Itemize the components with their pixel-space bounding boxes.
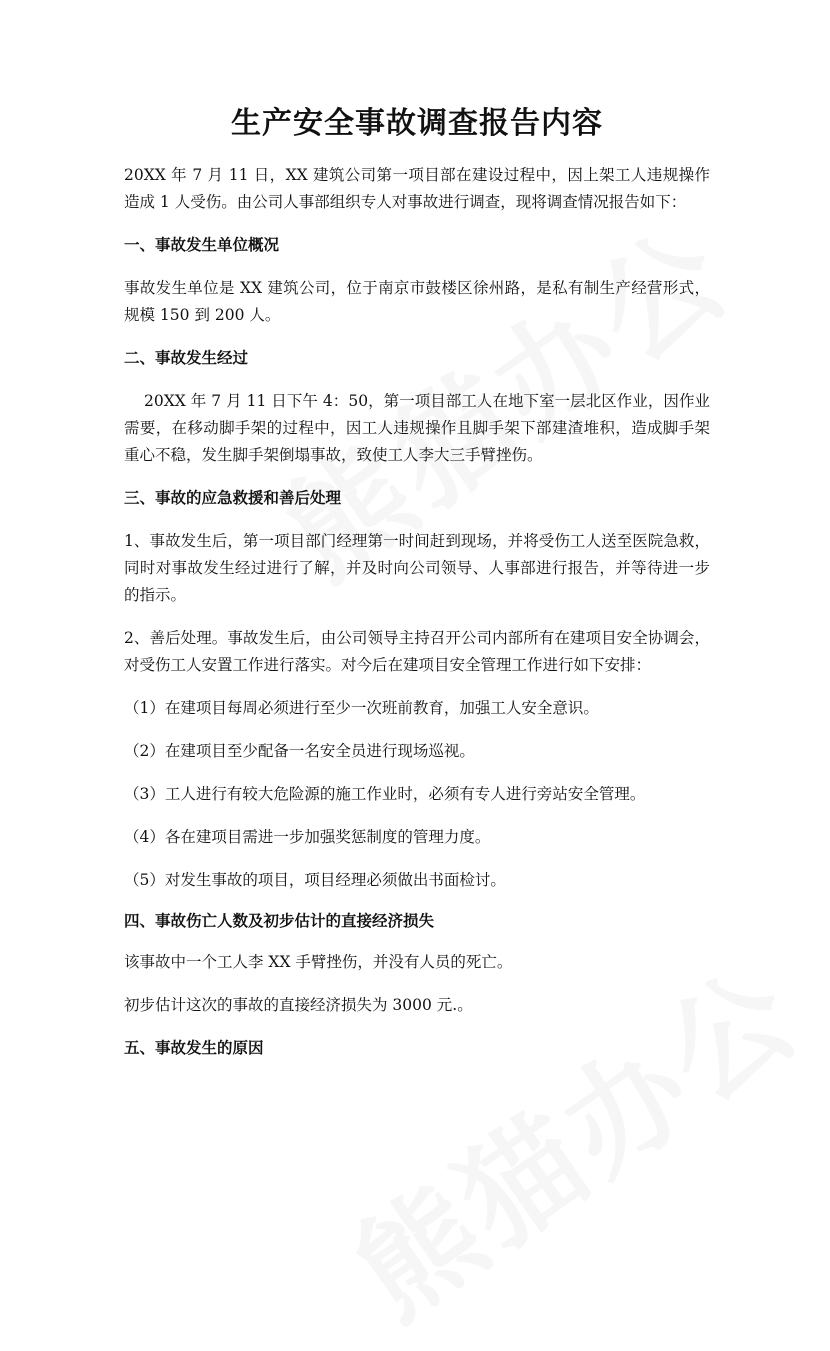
arrangement-item-2: （2）在建项目至少配备一名安全员进行现场巡视。 [124,742,475,760]
section-heading-unit-overview: 一、事故发生单位概况 [124,236,280,254]
arrangement-item-4: （4）各在建项目需进一步加强奖惩制度的管理力度。 [124,828,491,846]
arrangement-item-1: （1）在建项目每周必须进行至少一次班前教育，加强工人安全意识。 [124,699,599,717]
section-heading-accident-cause: 五、事故发生的原因 [124,1039,264,1057]
section-heading-accident-process: 二、事故发生经过 [124,349,249,367]
casualties-paragraph: 该事故中一个工人李 XX 手臂挫伤，并没有人员的死亡。 [124,953,513,971]
section-body-accident-process: 20XX 年 7 月 11 日下午 4：50，第一项目部工人在地下室一层北区作业，因作业需要，在移动脚手架的过程中，因工人违规操作且脚手架下部建渣堆积，造成脚手架重心不稳，发生脚手架倒塌事故，致使工人李大三手臂挫伤。 [124,392,710,464]
intro-paragraph: 20XX 年 7 月 11 日，XX 建筑公司第一项目部在建设过程中，因上架工人违规操作造成 1 人受伤。由公司人事部组织专人对事故进行调查，现将调查情况报告如下： [124,166,710,211]
emergency-paragraph-2: 2、善后处理。事故发生后，由公司领导主持召开公司内部所有在建项目安全协调会，对受伤工人安置工作进行落实。对今后在建项目安全管理工作进行如下安排： [124,629,710,674]
document-body [124,104,710,1062]
emergency-paragraph-1: 1、事故发生后，第一项目部门经理第一时间赶到现场，并将受伤工人送至医院急救，同时对事故发生经过进行了解，并及时向公司领导、人事部进行报告，并等待进一步的指示。 [124,532,710,604]
arrangement-item-5: （5）对发生事故的项目，项目经理必须做出书面检讨。 [124,871,506,889]
losses-paragraph: 初步估计这次的事故的直接经济损失为 3000 元.。 [124,996,473,1014]
section-heading-casualties-losses: 四、事故伤亡人数及初步估计的直接经济损失 [124,912,435,930]
section-heading-emergency-response: 三、事故的应急救援和善后处理 [124,489,342,507]
document-title: 生产安全事故调查报告内容 [231,106,603,141]
section-body-unit-overview: 事故发生单位是 XX 建筑公司，位于南京市鼓楼区徐州路，是私有制生产经营形式，规模 150 到 200 人。 [124,279,710,324]
arrangement-item-3: （3）工人进行有较大危险源的施工作业时，必须有专人进行旁站安全管理。 [124,785,646,803]
